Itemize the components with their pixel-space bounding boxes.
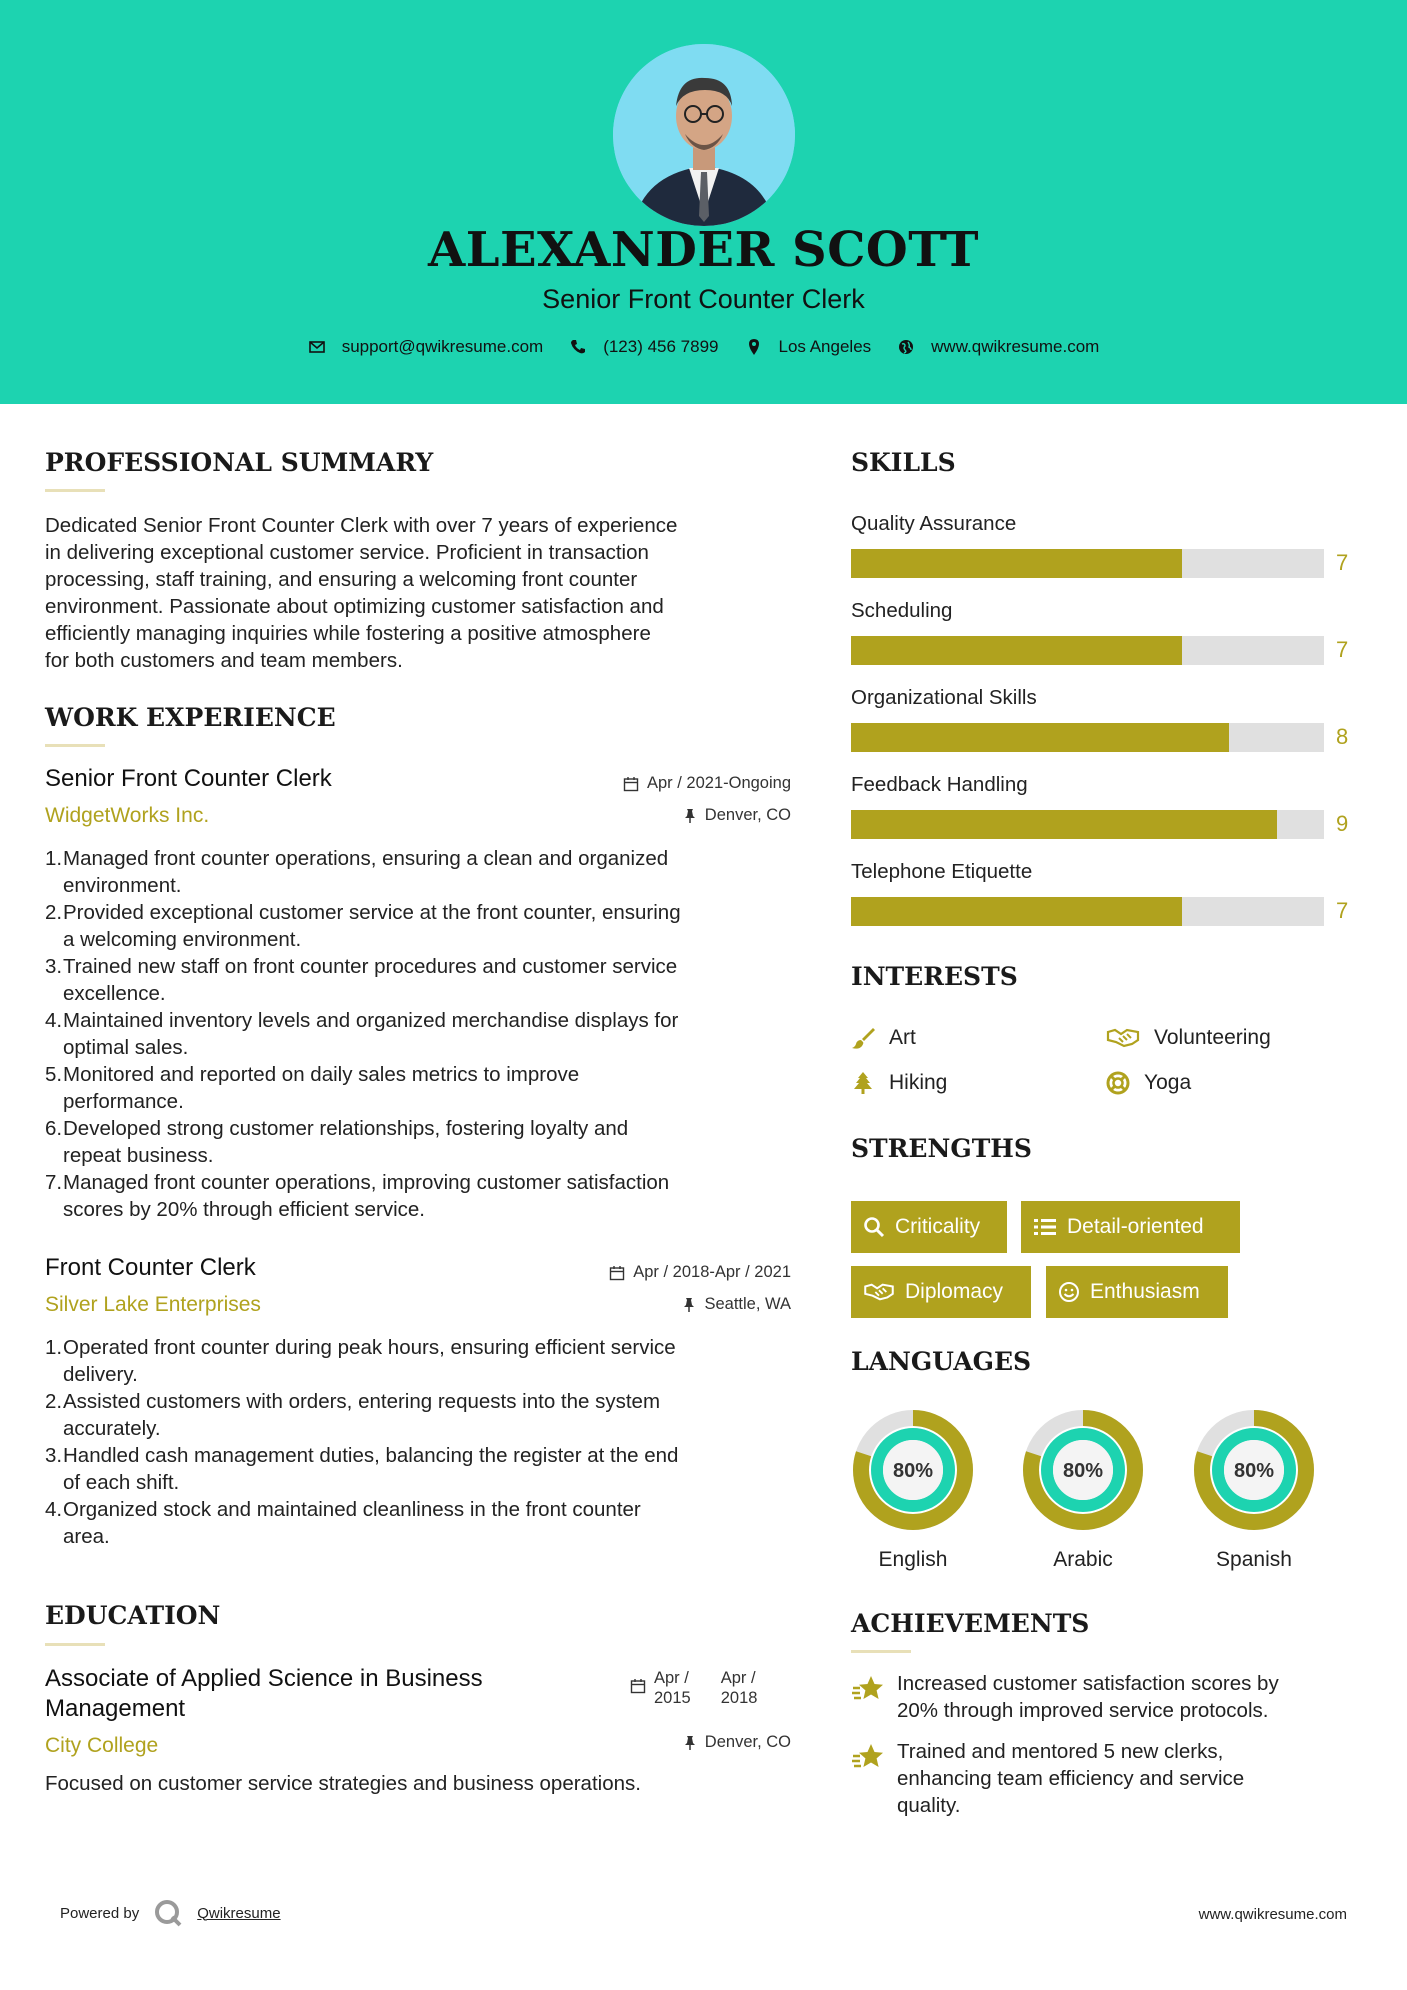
powered-by-text: Powered by [60, 1904, 140, 1922]
education-description: Focused on customer service strategies and business operations. [45, 1772, 641, 1795]
bullet-text: Developed strong customer relationships, fostering loyalty and [63, 1117, 629, 1140]
list-item [45, 1442, 678, 1496]
end-month: Apr / [720, 1669, 756, 1687]
lifebuoy-icon [1106, 1071, 1130, 1095]
list-item [45, 1169, 681, 1223]
job-bullets [45, 845, 681, 1223]
bullet-text: Organized stock and maintained cleanliness in the front counter [63, 1498, 641, 1521]
bullet-number: 5. [45, 1063, 63, 1086]
footer-powered-by [60, 1898, 281, 1928]
skills-heading: SKILLS [851, 448, 956, 477]
list-item [45, 1061, 681, 1115]
contact-phone[interactable] [569, 337, 718, 357]
skill-bar-fill [851, 723, 1229, 752]
skill-bar-fill [851, 636, 1182, 665]
language-percent: 80% [1233, 1460, 1275, 1482]
summary-line: environment. Passionate about optimizing customer satisfaction and [45, 595, 664, 618]
bullet-text: Operated front counter during peak hours, ensuring efficient service [63, 1336, 676, 1359]
education-end [721, 1668, 758, 1708]
bullet-number: 6. [45, 1117, 63, 1140]
bullet-number: 3. [45, 955, 63, 978]
interest-label: Hiking [889, 1071, 948, 1094]
bullet-number: 2. [45, 1390, 63, 1413]
degree-title [45, 1664, 483, 1724]
bullet-text: a welcoming environment. [63, 928, 302, 951]
interest-label: Art [889, 1026, 916, 1049]
summary-line: efficiently managing inquiries while fostering a positive atmosphere [45, 622, 651, 645]
end-year: 2018 [720, 1689, 758, 1707]
handshake-icon [863, 1281, 895, 1303]
language-donut [851, 1408, 975, 1532]
interest-item-yoga [1106, 1071, 1191, 1095]
job-company: Silver Lake Enterprises [45, 1293, 261, 1316]
language-item [1192, 1408, 1316, 1571]
skill-name: Telephone Etiquette [851, 860, 1033, 883]
education-dates [630, 1668, 757, 1708]
language-percent: 80% [1062, 1460, 1104, 1482]
summary-line: Dedicated Senior Front Counter Clerk with over 7 years of experience [45, 514, 678, 537]
skill-bar-track [851, 897, 1324, 926]
header-band [0, 0, 1407, 404]
calendar-icon [623, 776, 639, 792]
list-item [45, 1115, 681, 1169]
tree-icon [851, 1071, 875, 1095]
achievement-line: 20% through improved service protocols. [897, 1699, 1269, 1722]
job-dates-text: Apr / 2021-Ongoing [646, 774, 791, 792]
job-location [682, 1295, 791, 1314]
achievement-line: enhancing team efficiency and service [897, 1767, 1245, 1790]
bullet-text: Monitored and reported on daily sales metrics to improve [63, 1063, 580, 1086]
phone-text: (123) 456 7899 [603, 337, 719, 356]
footer-site[interactable]: www.qwikresume.com [1198, 1906, 1347, 1923]
skill-bar-track [851, 549, 1324, 578]
list-item [45, 1334, 678, 1388]
globe-icon [897, 338, 915, 356]
job-dates [609, 1263, 791, 1282]
school-name: City College [45, 1734, 159, 1757]
education-heading: EDUCATION [45, 1601, 221, 1630]
summary-text [45, 512, 677, 674]
qwikresume-logo-icon [153, 1898, 183, 1928]
calendar-icon [609, 1265, 625, 1281]
handshake-icon [1106, 1026, 1140, 1050]
language-percent: 80% [892, 1460, 934, 1482]
profile-photo [613, 44, 795, 226]
achievement-line: Trained and mentored 5 new clerks, [897, 1740, 1224, 1763]
envelope-icon [308, 338, 326, 356]
list-item [45, 1388, 678, 1442]
interest-label: Volunteering [1154, 1026, 1271, 1049]
skill-name: Scheduling [851, 599, 953, 622]
achievement-line: Increased customer satisfaction scores by [897, 1672, 1279, 1695]
skill-bar-track [851, 636, 1324, 665]
skill-score: 7 [1336, 637, 1349, 662]
list-item [45, 953, 681, 1007]
list-item [45, 845, 681, 899]
strength-tag-detail-oriented [1021, 1201, 1240, 1253]
job-company: WidgetWorks Inc. [45, 804, 210, 827]
strength-tag-diplomacy [851, 1266, 1031, 1318]
language-item [1021, 1408, 1145, 1571]
skill-score: 7 [1336, 550, 1349, 575]
language-name: English [878, 1548, 948, 1571]
calendar-icon [630, 1678, 646, 1694]
job-title: Front Counter Clerk [45, 1254, 256, 1281]
skill-name: Organizational Skills [851, 686, 1037, 709]
bullet-number: 1. [45, 847, 63, 870]
contact-website[interactable] [897, 337, 1099, 357]
interest-item-art [851, 1026, 916, 1050]
interest-item-volunteering [1106, 1026, 1271, 1050]
list-item [45, 1496, 678, 1550]
strength-label: Enthusiasm [1090, 1280, 1200, 1303]
bullet-text: delivery. [63, 1363, 138, 1386]
language-donut [1021, 1408, 1145, 1532]
language-name: Spanish [1216, 1548, 1292, 1571]
bullet-text: Managed front counter operations, ensuring a clean and organized [63, 847, 669, 870]
bullet-text: Trained new staff on front counter procedures and customer service [63, 955, 678, 978]
list-item [45, 1007, 681, 1061]
search-icon [863, 1216, 885, 1238]
bullet-text: performance. [63, 1090, 184, 1113]
location-text: Los Angeles [778, 337, 872, 356]
list-icon [1033, 1216, 1057, 1238]
smiley-icon [1058, 1281, 1080, 1303]
bullet-text: optimal sales. [63, 1036, 189, 1059]
skill-score: 9 [1336, 811, 1349, 836]
experience-underline [45, 744, 105, 747]
bullet-number: 3. [45, 1444, 63, 1467]
bullet-text: Handled cash management duties, balancing the register at the end [63, 1444, 679, 1467]
education-location [683, 1733, 791, 1752]
bullet-number: 7. [45, 1171, 63, 1194]
bullet-text: Provided exceptional customer service at the front counter, ensuring [63, 901, 681, 924]
bullet-text: area. [63, 1525, 110, 1548]
education-location-text: Denver, CO [704, 1733, 791, 1751]
list-item [45, 899, 681, 953]
language-name: Arabic [1053, 1548, 1113, 1571]
strength-label: Diplomacy [905, 1280, 1004, 1303]
skill-bar-fill [851, 549, 1182, 578]
achievements-heading: ACHIEVEMENTS [851, 1609, 1090, 1638]
candidate-title: Senior Front Counter Clerk [542, 284, 865, 314]
summary-line: for both customers and team members. [45, 649, 403, 672]
brand-link[interactable]: Qwikresume [197, 1904, 281, 1922]
skill-bar-track [851, 810, 1324, 839]
job-dates-text: Apr / 2018-Apr / 2021 [633, 1263, 791, 1281]
language-item [851, 1408, 975, 1571]
candidate-name: ALEXANDER SCOTT [428, 222, 979, 278]
map-pin-icon [745, 338, 763, 356]
skill-name: Quality Assurance [851, 512, 1017, 535]
interest-label: Yoga [1144, 1071, 1192, 1094]
strength-label: Criticality [895, 1215, 981, 1238]
bullet-text: of each shift. [63, 1471, 180, 1494]
job-location-text: Denver, CO [704, 806, 791, 824]
bullet-text: Maintained inventory levels and organized merchandise displays for [63, 1009, 679, 1032]
paintbrush-icon [851, 1026, 875, 1050]
star-icon [851, 1742, 885, 1772]
language-donut [1192, 1408, 1316, 1532]
job-dates [623, 774, 791, 793]
phone-icon [569, 338, 587, 356]
achievement-line: quality. [897, 1794, 961, 1817]
job-location-text: Seattle, WA [704, 1295, 791, 1313]
skill-bar-fill [851, 810, 1277, 839]
website-text: www.qwikresume.com [931, 337, 1100, 356]
skill-bar-track [851, 723, 1324, 752]
job-location [683, 806, 791, 825]
interests-heading: INTERESTS [851, 962, 1018, 991]
skill-score: 8 [1336, 724, 1349, 749]
summary-line: in delivering exceptional customer service. Proficient in transaction [45, 541, 649, 564]
bullet-number: 1. [45, 1336, 63, 1359]
interest-item-hiking [851, 1071, 947, 1095]
bullet-text: accurately. [63, 1417, 161, 1440]
bullet-number: 2. [45, 901, 63, 924]
skill-name: Feedback Handling [851, 773, 1028, 796]
pushpin-icon [683, 808, 697, 824]
pushpin-icon [683, 1735, 697, 1751]
bullet-text: repeat business. [63, 1144, 214, 1167]
start-month: Apr / [654, 1669, 689, 1687]
bullet-text: scores by 20% through efficient service. [63, 1198, 425, 1221]
email-text: support@qwikresume.com [341, 337, 544, 356]
bullet-text: Managed front counter operations, improving customer satisfaction [63, 1171, 670, 1194]
languages-heading: LANGUAGES [851, 1347, 1032, 1376]
contact-location [745, 337, 872, 357]
strength-tag-enthusiasm [1046, 1266, 1228, 1318]
strength-label: Detail-oriented [1067, 1215, 1204, 1238]
skill-score: 7 [1336, 898, 1349, 923]
contact-email[interactable] [308, 337, 544, 357]
bullet-text: environment. [63, 874, 182, 897]
job-title: Senior Front Counter Clerk [45, 765, 332, 792]
contact-row [0, 337, 1407, 357]
education-start [654, 1668, 691, 1708]
experience-heading: WORK EXPERIENCE [45, 703, 336, 732]
summary-heading: PROFESSIONAL SUMMARY [45, 448, 434, 477]
bullet-number: 4. [45, 1498, 63, 1521]
achievement-text [897, 1670, 1279, 1724]
degree-line: Management [45, 1695, 186, 1722]
skill-bar-fill [851, 897, 1182, 926]
start-year: 2015 [654, 1689, 691, 1707]
job-bullets [45, 1334, 678, 1550]
pushpin-icon [682, 1297, 696, 1313]
bullet-text: Assisted customers with orders, entering requests into the system [63, 1390, 661, 1413]
star-icon [851, 1674, 885, 1704]
summary-underline [45, 489, 105, 492]
achievements-underline [851, 1650, 911, 1653]
degree-line: Associate of Applied Science in Business [45, 1665, 483, 1692]
achievement-item [851, 1670, 1279, 1724]
achievement-text [897, 1738, 1244, 1819]
bullet-text: excellence. [63, 982, 166, 1005]
achievement-item [851, 1738, 1244, 1819]
strength-tag-criticality [851, 1201, 1007, 1253]
summary-line: processing, staff training, and ensuring a welcoming front counter [45, 568, 638, 591]
education-underline [45, 1643, 105, 1646]
bullet-number: 4. [45, 1009, 63, 1032]
strengths-heading: STRENGTHS [851, 1134, 1032, 1163]
